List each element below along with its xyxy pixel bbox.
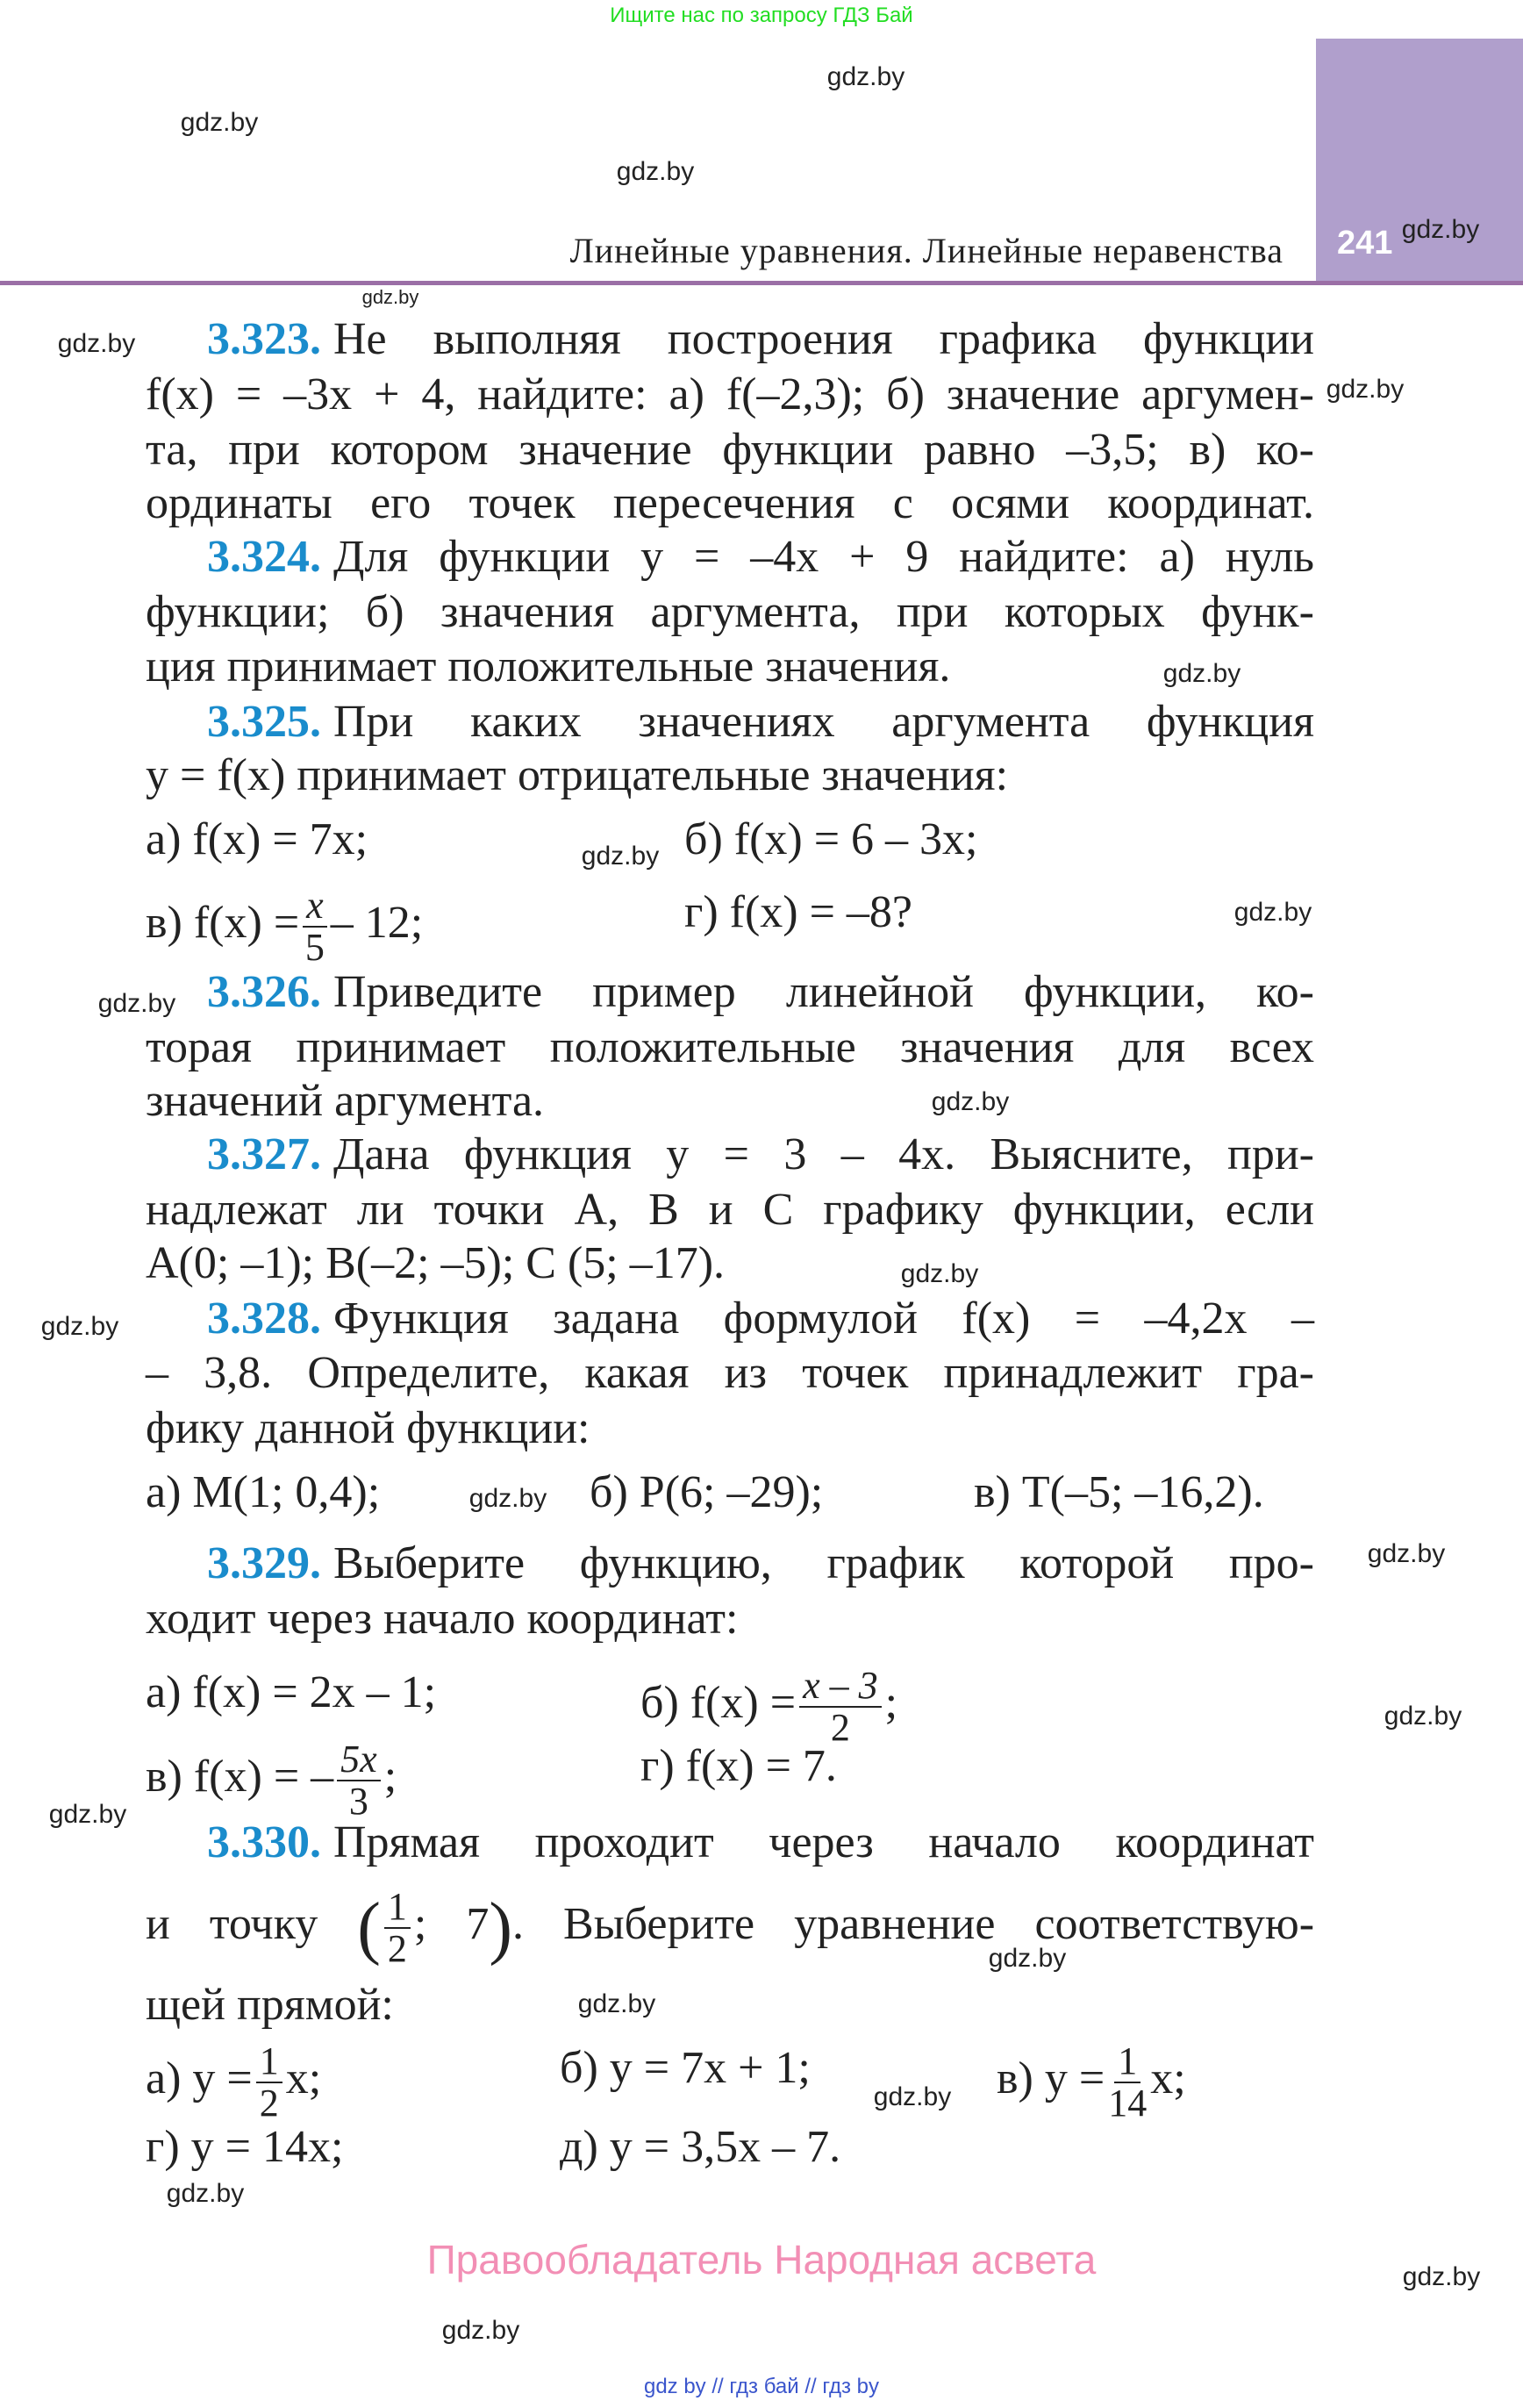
option-v	[146, 1738, 397, 1823]
watermark: gdz.by	[1367, 1539, 1446, 1568]
problem-number: 3.324.	[207, 532, 321, 582]
problem-3-323-line: та, при котором значение функции равно –3,5; в) ко-	[146, 425, 1314, 475]
problem-3-324-line	[207, 530, 1314, 584]
problem-3-328-line: – 3,8. Определите, какая из точек принадлежит гра-	[146, 1348, 1314, 1398]
watermark: gdz.by	[361, 286, 419, 308]
option-b: б) y = 7x + 1;	[560, 2043, 811, 2093]
text: б) f(x) =	[640, 1677, 797, 1728]
footer-links[interactable]: gdz by // гдз бай // гдз by	[643, 2375, 880, 2398]
problem-3-323-line: ординаты его точек пересечения с осями координат.	[146, 478, 1314, 528]
watermark: gdz.by	[180, 108, 259, 137]
option-g: г) y = 14x;	[146, 2122, 344, 2172]
option-g: г) f(x) = 7.	[640, 1741, 837, 1791]
text: . Выберите уравнение соответствую-	[512, 1898, 1315, 1949]
numerator: 1	[384, 1887, 411, 1929]
watermark: gdz.by	[1162, 659, 1241, 688]
text: Дана функция y = 3 – 4x. Выясните, при-	[333, 1129, 1314, 1179]
header-divider	[0, 281, 1523, 285]
watermark: gdz.by	[931, 1087, 1010, 1116]
problem-3-326-line: торая принимает положительные значения для всех	[146, 1022, 1314, 1072]
text: а) y =	[146, 2053, 253, 2103]
page-number: 241	[1337, 225, 1393, 262]
problem-number: 3.329.	[207, 1538, 321, 1588]
problem-3-327-line	[207, 1128, 1314, 1182]
fraction	[256, 2041, 282, 2124]
text: Приведите пример линейной функции, ко-	[333, 967, 1314, 1017]
watermark: gdz.by	[577, 1989, 656, 2018]
problem-number: 3.327.	[207, 1129, 321, 1179]
option-v	[146, 884, 424, 969]
problem-3-324-line: ция принимает положительные значения.	[146, 641, 951, 692]
numerator: 5x	[337, 1739, 381, 1781]
option-v: в) T(–5; –16,2).	[974, 1467, 1264, 1517]
problem-number: 3.323.	[207, 314, 321, 364]
text: При каких значениях аргумента функция	[333, 697, 1314, 747]
watermark: gdz.by	[1233, 898, 1312, 927]
watermark: gdz.by	[873, 2082, 952, 2111]
problem-3-329-line	[207, 1537, 1314, 1591]
fraction	[384, 1887, 411, 1969]
option-a: а) f(x) = 2x – 1;	[146, 1667, 437, 1717]
watermark: gdz.by	[441, 2316, 520, 2345]
problem-3-327-line: A(0; –1); B(–2; –5); C (5; –17).	[146, 1238, 726, 1288]
text: Прямая проходит через начало координат	[333, 1817, 1314, 1867]
watermark: gdz.by	[1401, 215, 1480, 244]
watermark: gdz.by	[57, 329, 136, 358]
point: ( $\frac{1}{2}$ ; 7)	[357, 1885, 513, 1970]
option-b	[640, 1664, 898, 1749]
watermark: gdz.by	[48, 1800, 127, 1829]
search-banner: Ищите нас по запросу ГДЗ Бай	[610, 4, 913, 27]
numerator: x – 3	[799, 1666, 882, 1708]
numerator: 1	[256, 2041, 282, 2083]
watermark: gdz.by	[826, 62, 905, 91]
watermark: gdz.by	[166, 2179, 245, 2208]
problem-3-325-line	[207, 695, 1314, 749]
denominator: 5	[304, 926, 325, 969]
option-a	[146, 2039, 322, 2125]
problem-3-328-line	[207, 1292, 1314, 1346]
fraction	[303, 885, 327, 968]
running-title: Линейные уравнения. Линейные неравенства	[569, 231, 1283, 270]
option-a: а) M(1; 0,4);	[146, 1467, 381, 1517]
fraction	[799, 1666, 882, 1748]
text: x;	[285, 2053, 322, 2103]
problem-number: 3.325.	[207, 697, 321, 747]
watermark: gdz.by	[1326, 375, 1405, 404]
denominator: 3	[348, 1780, 368, 1823]
watermark: gdz.by	[1402, 2262, 1481, 2291]
denominator: 2	[259, 2082, 279, 2125]
option-g: г) f(x) = –8?	[684, 887, 912, 937]
text: в) f(x) =	[146, 897, 300, 948]
fraction	[337, 1739, 381, 1822]
option-d: д) y = 3,5x – 7.	[560, 2122, 841, 2172]
watermark: gdz.by	[581, 842, 660, 871]
watermark: gdz.by	[40, 1312, 119, 1341]
problem-number: 3.328.	[207, 1294, 321, 1344]
option-a: а) f(x) = 7x;	[146, 814, 368, 864]
text: x;	[1150, 2053, 1186, 2103]
text: ;	[383, 1751, 397, 1802]
text: и точку	[146, 1898, 318, 1949]
denominator: 14	[1108, 2082, 1148, 2125]
numerator: x	[303, 885, 327, 928]
problem-3-329-line: ходит через начало координат:	[146, 1594, 739, 1644]
problem-3-325-line: y = f(x) принимает отрицательные значения:	[146, 750, 1009, 800]
watermark: gdz.by	[1384, 1702, 1462, 1731]
watermark: gdz.by	[900, 1259, 979, 1288]
problem-3-328-line: фику данной функции:	[146, 1403, 590, 1453]
problem-3-326-line	[207, 965, 1314, 1020]
problem-number: 3.330.	[207, 1817, 321, 1867]
text: в) y =	[997, 2053, 1105, 2103]
text: Не выполняя построения графика функции	[333, 314, 1314, 364]
text: Для функции y = –4x + 9 найдите: а) нуль	[333, 532, 1314, 582]
denominator: 2	[387, 1927, 407, 1970]
problem-3-324-line: функции; б) значения аргумента, при которых функ-	[146, 587, 1314, 637]
problem-3-330-line: щей прямой:	[146, 1980, 394, 2030]
problem-number: 3.326.	[207, 967, 321, 1017]
watermark: gdz.by	[97, 989, 176, 1018]
copyright-notice: Правообладатель Народная асвета	[426, 2237, 1097, 2283]
text: в) f(x) = –	[146, 1751, 334, 1802]
option-b: б) P(6; –29);	[590, 1467, 824, 1517]
problem-3-323-line: f(x) = –3x + 4, найдите: а) f(–2,3); б) значение аргумен-	[146, 369, 1314, 419]
text: ; 7	[413, 1898, 490, 1949]
problem-3-326-line: значений аргумента.	[146, 1076, 545, 1126]
problem-3-323-line	[207, 312, 1314, 367]
text: ;	[884, 1677, 898, 1728]
watermark: gdz.by	[468, 1484, 547, 1513]
text: Функция задана формулой f(x) = –4,2x –	[333, 1294, 1314, 1344]
problem-3-330-line	[207, 1816, 1314, 1870]
text: Выберите функцию, график которой про-	[333, 1538, 1314, 1588]
text: – 12;	[330, 897, 424, 948]
watermark: gdz.by	[988, 1944, 1067, 1973]
denominator: 2	[830, 1706, 850, 1749]
fraction	[1108, 2041, 1147, 2124]
numerator: 1	[1114, 2041, 1140, 2083]
option-v	[997, 2039, 1186, 2125]
problem-3-327-line: надлежат ли точки A, B и C графику функции, если	[146, 1185, 1314, 1235]
watermark: gdz.by	[616, 157, 695, 186]
option-b: б) f(x) = 6 – 3x;	[684, 814, 978, 864]
